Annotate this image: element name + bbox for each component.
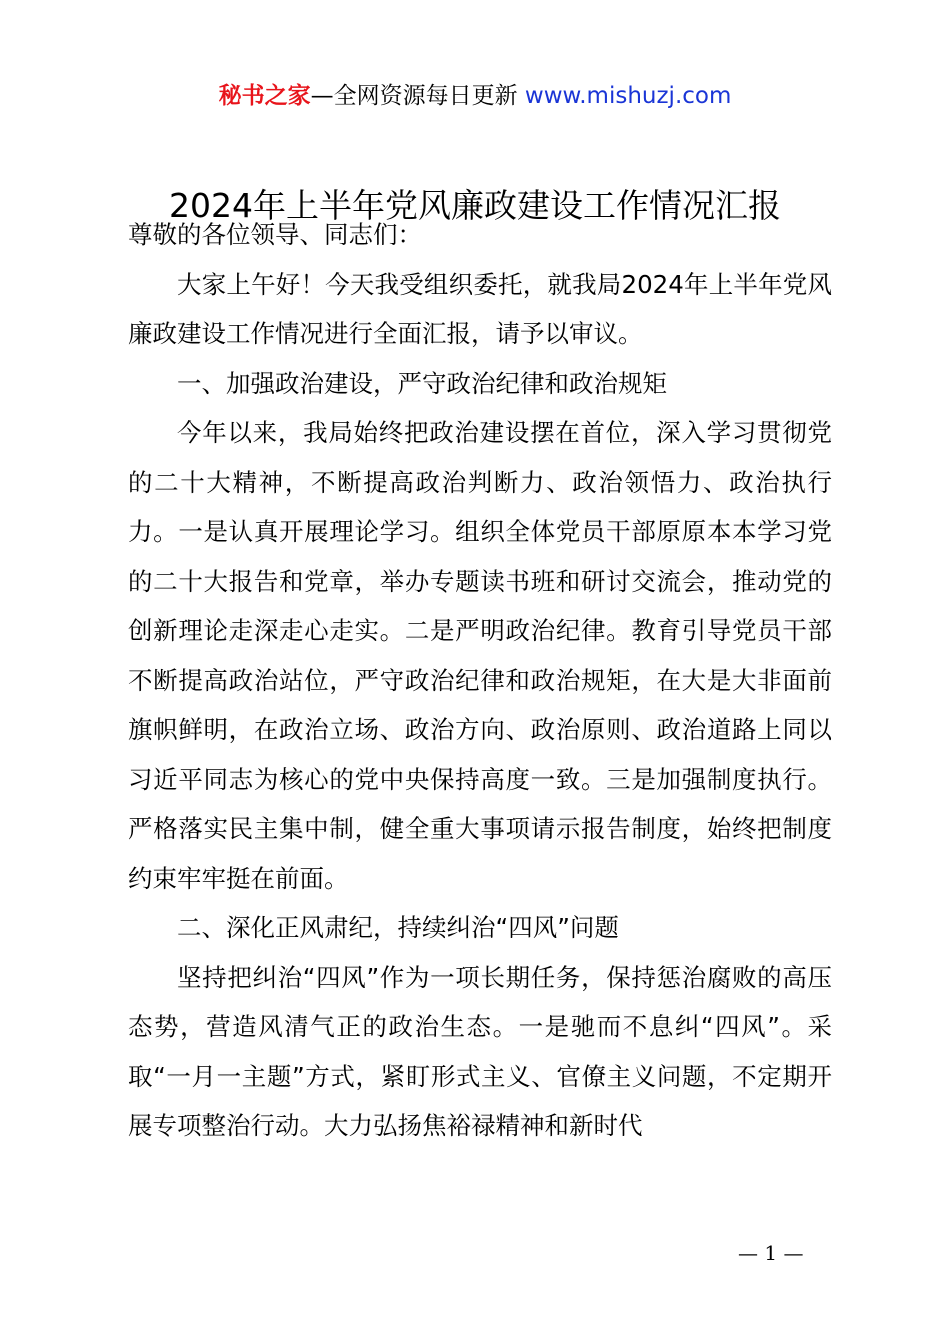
paragraph-opening: 大家上午好！今天我受组织委托，就我局2024年上半年党风廉政建设工作情况进行全面汇报，请予以审议。 [128,269,832,348]
salutation: 尊敬的各位领导、同志们： [128,220,422,249]
paragraph-section-2: 坚持把纠治“四风”作为一项长期任务，保持惩治腐败的高压态势，营造风清气正的政治生态。一是驰而不息纠“四风”。采取“一月一主题”方式，紧盯形式主义、官僚主义问题，不定期开展专项整治行动。大力弘扬焦裕禄精神和新时代 [128,962,832,1140]
document-body [128,210,832,1151]
section-heading-2: 二、深化正风肃纪，持续纠治“四风”问题 [177,913,619,942]
header-url-link[interactable]: www.mishuzj.com [524,83,732,109]
section-heading-1: 一、加强政治建设，严守政治纪律和政治规矩 [177,368,667,398]
document-title: 2024年上半年党风廉政建设工作情况汇报 [169,186,781,225]
paragraph-section-1: 今年以来，我局始终把政治建设摆在首位，深入学习贯彻党的二十大精神，不断提高政治判断力、政治领悟力、政治执行力。一是认真开展理论学习。组织全体党员干部原原本本学习党的二十大报告和党章，举办专题读书班和研讨交流会，推动党的创新理论走深走心走实。二是严明政治纪律。教育引导党员干部不断提高政治站位，严守政治纪律和政治规矩，在大是大非面前旗帜鲜明，在政治立场、政治方向、政治原则、政治道路上同以习近平同志为核心的党中央保持高度一致。三是加强制度执行。严格落实民主集中制，健全重大事项请示报告制度，始终把制度约束牢牢挺在前面。 [128,418,832,893]
site-header [0,80,950,112]
page-number: — 1 — [738,1241,804,1265]
header-tagline: —全网资源每日更新 [310,83,518,109]
header-brand: 秘书之家 [218,83,311,109]
